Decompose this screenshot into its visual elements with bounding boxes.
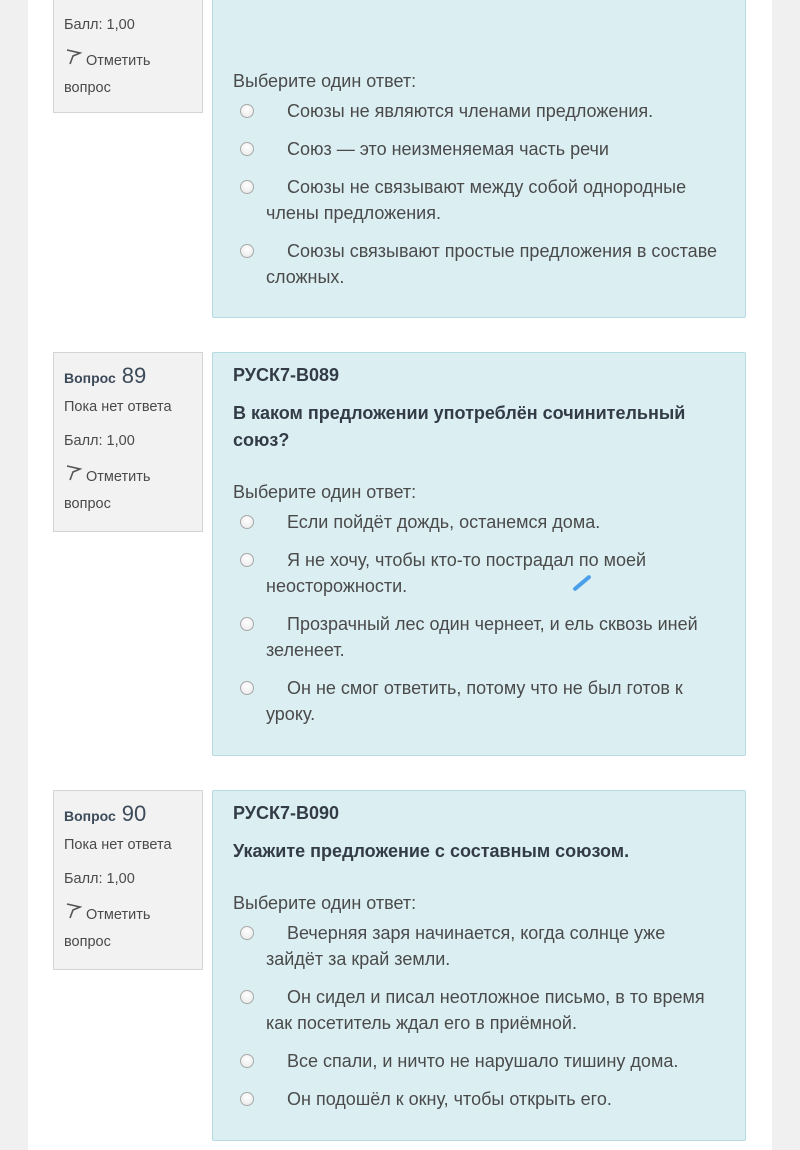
question-label: Вопрос: [64, 370, 116, 386]
radio-button[interactable]: [240, 1092, 254, 1106]
answer-text: Союзы не связывают между собой однородные члены предложения.: [266, 177, 687, 223]
question-code: РУСК7-В090: [233, 803, 339, 823]
answer-list: [233, 920, 725, 1112]
radio-button[interactable]: [240, 681, 254, 695]
question-state: Пока нет ответа: [64, 399, 172, 415]
flag-question-label: Отметить вопрос: [64, 906, 151, 950]
answer-prompt: Выберите один ответ:: [233, 482, 417, 502]
answer-text: Прозрачный лес один чернеет, и ель сквозь иней зеленеет.: [266, 614, 698, 660]
radio-button[interactable]: [240, 617, 254, 631]
question-text: В каком предложении употреблён сочинительный союз?: [233, 403, 686, 450]
question-number-value: 89: [121, 363, 147, 388]
question-grade: Балл: 1,00: [64, 433, 135, 449]
question-info-89: [53, 352, 203, 532]
question-code: РУСК7-В089: [233, 365, 339, 385]
question-number-value: 90: [121, 801, 147, 826]
answer-text: Вечерняя заря начинается, когда солнце уже зайдёт за край земли.: [266, 923, 666, 969]
answer-option[interactable]: [233, 174, 725, 226]
flag-question-label: Отметить вопрос: [64, 52, 151, 96]
question-content-89: [212, 352, 746, 756]
answer-option[interactable]: [233, 136, 725, 162]
radio-button[interactable]: [240, 180, 254, 194]
flag-icon: [64, 463, 82, 491]
radio-button[interactable]: [240, 1054, 254, 1068]
flag-question-link[interactable]: [64, 463, 192, 518]
question-info-90: [53, 790, 203, 970]
answer-text: Если пойдёт дождь, останемся дома.: [287, 512, 601, 532]
radio-button[interactable]: [240, 244, 254, 258]
answer-text: Союз — это неизменяемая часть речи: [287, 139, 609, 159]
flag-question-label: Отметить вопрос: [64, 468, 151, 512]
answer-option[interactable]: [233, 984, 725, 1036]
question-text: Укажите предложение с составным союзом.: [233, 841, 630, 861]
question-number: [64, 801, 192, 827]
question-content-90: [212, 790, 746, 1141]
question-state: Пока нет ответа: [64, 837, 172, 853]
answer-option[interactable]: [233, 675, 725, 727]
answer-prompt: Выберите один ответ:: [233, 71, 417, 91]
answer-list: [233, 509, 725, 727]
answer-text: Он не смог ответить, потому что не был готов к уроку.: [266, 678, 683, 724]
answer-text: Он сидел и писал неотложное письмо, в то время как посетитель ждал его в приёмной.: [266, 987, 705, 1033]
answer-list: [233, 98, 725, 290]
answer-option[interactable]: [233, 547, 725, 599]
radio-button[interactable]: [240, 104, 254, 118]
radio-button[interactable]: [240, 990, 254, 1004]
answer-text: Союзы не являются членами предложения.: [287, 101, 654, 121]
flag-icon: [64, 47, 82, 75]
answer-option[interactable]: [233, 98, 725, 124]
answer-text: Он подошёл к окну, чтобы открыть его.: [287, 1089, 612, 1109]
answer-text: Я не хочу, чтобы кто-то пострадал по моей неосторожности.: [266, 550, 647, 596]
answer-option[interactable]: [233, 920, 725, 972]
answer-text: Союзы связывают простые предложения в составе сложных.: [266, 241, 718, 287]
radio-button[interactable]: [240, 142, 254, 156]
question-grade: Балл: 1,00: [64, 17, 135, 33]
answer-option[interactable]: [233, 509, 725, 535]
flag-icon: [64, 901, 82, 929]
question-label: Вопрос: [64, 808, 116, 824]
question-number: [64, 363, 192, 389]
radio-button[interactable]: [240, 553, 254, 567]
answer-option[interactable]: [233, 1048, 725, 1074]
flag-question-link[interactable]: [64, 47, 192, 102]
radio-button[interactable]: [240, 515, 254, 529]
answer-option[interactable]: [233, 1086, 725, 1112]
question-grade: Балл: 1,00: [64, 871, 135, 887]
answer-option[interactable]: [233, 611, 725, 663]
answer-option[interactable]: [233, 238, 725, 290]
question-content-88: [212, 0, 746, 318]
answer-prompt: Выберите один ответ:: [233, 893, 417, 913]
question-info-88: [53, 0, 203, 113]
radio-button[interactable]: [240, 926, 254, 940]
flag-question-link[interactable]: [64, 901, 192, 956]
answer-text: Все спали, и ничто не нарушало тишину дома.: [287, 1051, 679, 1071]
